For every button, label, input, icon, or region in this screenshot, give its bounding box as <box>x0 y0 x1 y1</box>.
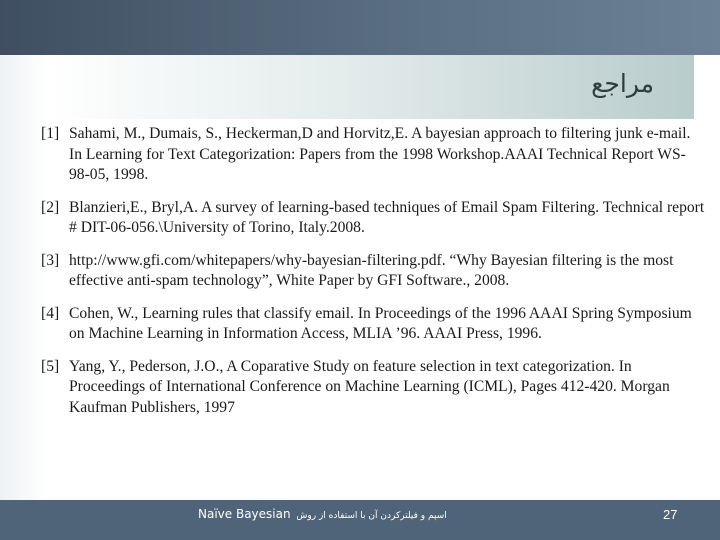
reference-item <box>41 124 705 186</box>
reference-item <box>41 251 705 292</box>
footer-title <box>198 507 447 521</box>
top-header-band <box>0 0 720 55</box>
slide-title: مراجع <box>591 69 654 98</box>
reference-item <box>41 357 705 419</box>
reference-text: Sahami, M., Dumais, S., Heckerman,D and Horvitz,E. A bayesian approach to filtering junk e-mail. In Learning for Text Categorization: Papers from the 1998 Workshop.AAAI Technical Report WS-98-05, 1998. <box>69 125 691 183</box>
reference-number: [3] <box>41 251 60 269</box>
footer-title-persian: اسپم و فیلترکردن آن با استفاده از روش <box>296 511 447 521</box>
reference-number: [2] <box>41 198 60 216</box>
reference-number: [5] <box>41 357 60 375</box>
footer-title-latin: Naïve Bayesian <box>198 507 291 521</box>
reference-text: Yang, Y., Pederson, J.O., A Coparative Study on feature selection in text categorization. In Proceedings of International Conference on Machine Learning (ICML), Pages 412-420. Morgan Kaufman Publishers, 1997 <box>69 357 670 416</box>
reference-item <box>41 198 705 239</box>
page-number: 27 <box>663 507 678 522</box>
title-bar-edge <box>694 55 720 119</box>
title-bar <box>48 55 694 119</box>
footer-bar <box>0 500 720 540</box>
reference-number: [4] <box>41 304 60 322</box>
reference-item <box>41 304 705 345</box>
reference-number: [1] <box>41 125 60 142</box>
reference-text: Cohen, W., Learning rules that classify email. In Proceedings of the 1996 AAAI Spring Symposium on Machine Learning in Information Access, MLIA ’96. AAAI Press, 1996. <box>69 304 692 342</box>
reference-text: http://www.gfi.com/whitepapers/why-bayesian-filtering.pdf. “Why Bayesian filtering is the most effective anti-spam technology”, White Paper by GFI Software., 2008. <box>69 251 674 289</box>
references-list <box>41 124 705 430</box>
reference-text: Blanzieri,E., Bryl,A. A survey of learning-based techniques of Email Spam Filtering. Technical report # DIT-06-056.\University of Torino, Italy.2008. <box>69 198 705 236</box>
